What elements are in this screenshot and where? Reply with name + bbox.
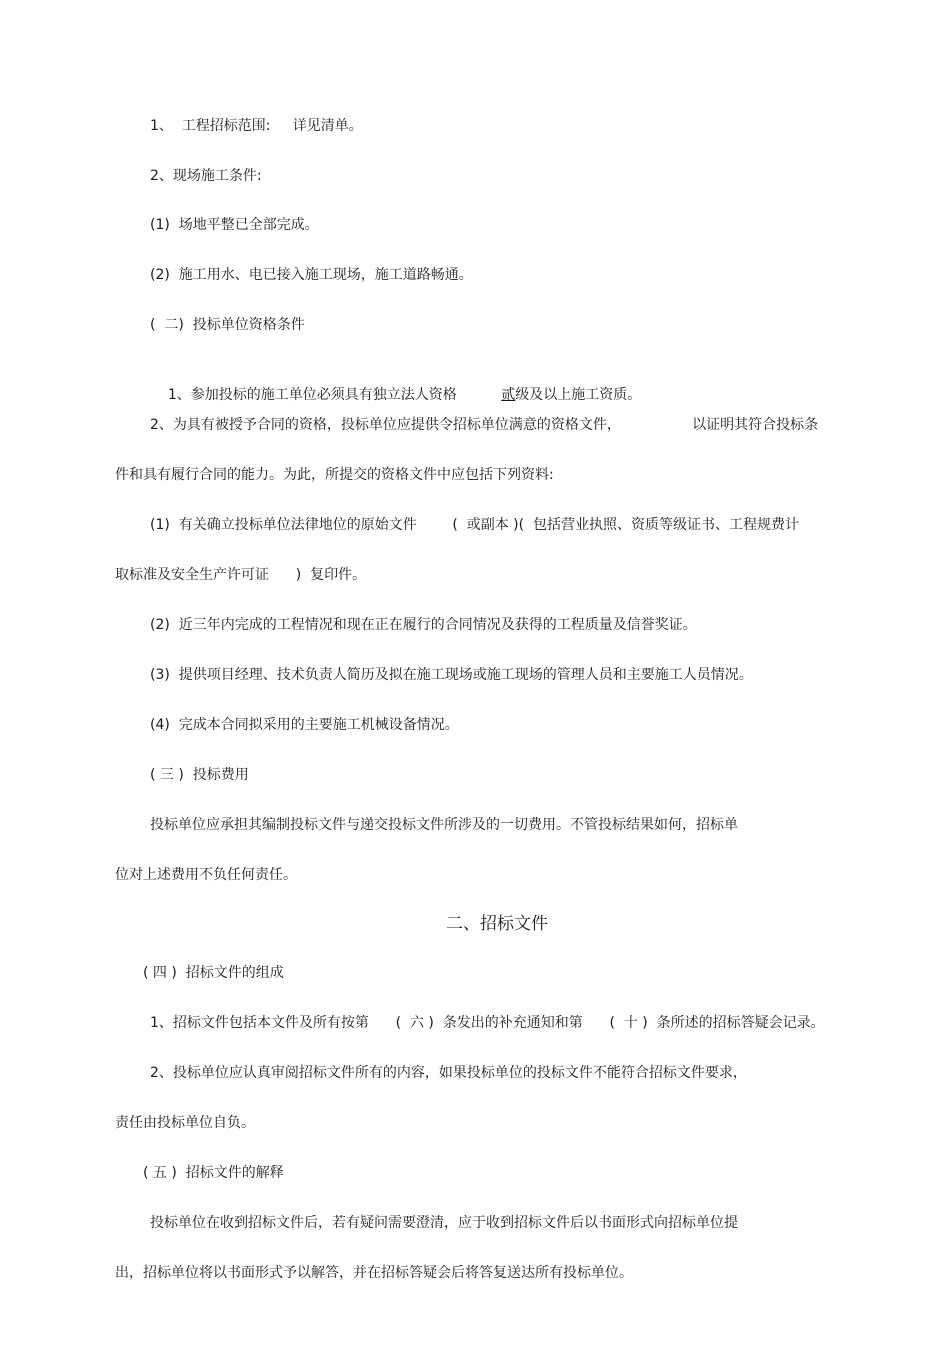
section-heading-interpretation: ( 五 ) 招标文件的解释 — [143, 1165, 284, 1181]
section-heading-qualification: ( 二) 投标单位资格条件 — [150, 317, 305, 333]
interpretation-line-2: 出，招标单位将以书面形式予以解答，并在招标答疑会后将答复送达所有投标单位。 — [115, 1265, 633, 1281]
document-item-3: (3) 提供项目经理、技术负责人简历及拟在施工现场或施工现场的管理人员和主要施工人员情况。 — [150, 667, 753, 683]
interpretation-line-1: 投标单位在收到招标文件后，若有疑问需要澄清，应于收到招标文件后以书面形式向招标单位提 — [150, 1215, 738, 1231]
section-heading-composition: ( 四 ) 招标文件的组成 — [143, 965, 284, 981]
scope-line: 1、 工程招标范围: 详见清单。 — [150, 118, 363, 134]
qualification-line-2: 2、为具有被授予合同的资格，投标单位应提供令招标单位满意的资格文件， 以证明其符合投标条 — [150, 417, 819, 433]
composition-line-2-cont: 责任由投标单位自负。 — [115, 1115, 255, 1131]
fees-line-2: 位对上述费用不负任何责任。 — [115, 867, 297, 883]
grade-underlined: 贰 — [501, 387, 516, 403]
site-condition-1: (1) 场地平整已全部完成。 — [150, 217, 319, 233]
fees-line-1: 投标单位应承担其编制投标文件与递交投标文件所涉及的一切费用。不管投标结果如何，招标单 — [150, 817, 738, 833]
composition-line-1: 1、招标文件包括本文件及所有按第 ( 六 ) 条发出的补充通知和第 ( 十 ) 条所述的招标答疑会记录。 — [150, 1015, 825, 1031]
qualification-text: 1、参加投标的施工单位必须具有独立法人资格 — [167, 387, 502, 403]
site-conditions-heading: 2、现场施工条件: — [150, 168, 262, 184]
composition-line-2: 2、投标单位应认真审阅招标文件所有的内容，如果投标单位的投标文件不能符合招标文件要求， — [150, 1065, 747, 1081]
chapter-title: 二、招标文件 — [446, 914, 548, 934]
document-item-1-cont: 取标准及安全生产许可证 ) 复印件。 — [115, 567, 367, 583]
site-condition-2: (2) 施工用水、电已接入施工现场，施工道路畅通。 — [150, 267, 473, 283]
qualification-line-1 — [150, 365, 642, 403]
grade-rest: 级及以上施工资质。 — [515, 387, 642, 403]
document-item-2: (2) 近三年内完成的工程情况和现在正在履行的合同情况及获得的工程质量及信誉奖证。 — [150, 617, 697, 633]
qualification-line-2-cont: 件和具有履行合同的能力。为此，所提交的资格文件中应包括下列资料: — [115, 467, 554, 483]
document-item-1: (1) 有关确立投标单位法律地位的原始文件 ( 或副本 )( 包括营业执照、资质等级证书、工程规费计 — [150, 517, 799, 533]
section-heading-fees: ( 三 ) 投标费用 — [150, 767, 249, 783]
document-item-4: (4) 完成本合同拟采用的主要施工机械设备情况。 — [150, 717, 459, 733]
